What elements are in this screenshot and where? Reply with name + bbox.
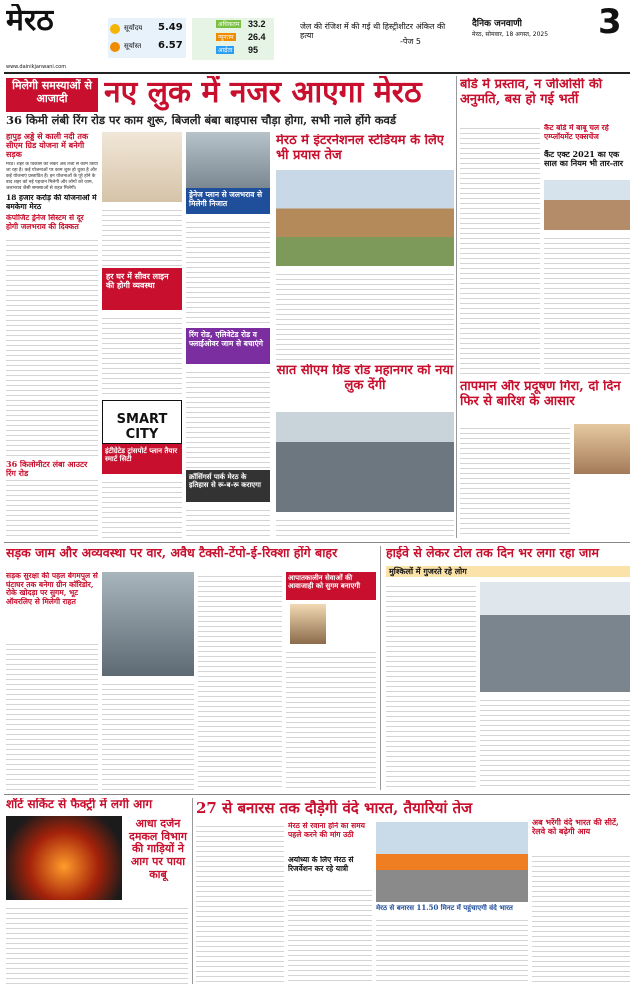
board-body <box>460 124 540 374</box>
weather-headline[interactable]: तापमान और प्रदूषण गिरा, दो दिन फिर से बारिश के आसार <box>460 380 621 409</box>
lead-side1: हापुड़ अड्डे से काली नदी तक सीएम ग्रिड योजना में बनेगी सड़क <box>6 132 89 160</box>
fb-heading: आपातकालीन सेवाओं की आवाजाही को सुगम बनाएगी <box>288 574 361 591</box>
board-photo <box>544 180 630 230</box>
fire-photo <box>6 816 122 900</box>
vande-body3 <box>376 916 528 984</box>
vande-sub2: अयोध्या के लिए मेरठ से रिजर्वेशन कर रहे यात्री <box>288 856 354 873</box>
lead-body3 <box>102 206 182 266</box>
lead-body2 <box>6 236 98 538</box>
lead-subhead: 36 किमी लंबी रिंग रोड पर काम शुरू, बिजली बंबा बाइपास चौड़ा होगा, सभी नाले होंगे कवर्ड <box>6 114 397 127</box>
column-divider <box>456 76 457 538</box>
crystal-box <box>186 470 270 502</box>
lead-side2: 18 हजार करोड़ की योजनाओं मे बमकेगा मेरठ <box>6 194 97 211</box>
lead-headline[interactable]: नए लुक में नजर आएगा मेरठ <box>104 76 422 110</box>
sunset-time: 6.57 <box>158 40 183 51</box>
fb-box <box>286 572 376 600</box>
drain-heading: ड्रेनेज प्लान से जलभराव से मिलेगी निजात <box>189 190 263 208</box>
column-divider-3 <box>192 798 193 984</box>
vande-sub1: मेरठ से रवाना होने का समय पहले करने की मांग उठी <box>288 822 366 839</box>
vande-headline[interactable]: 27 से बनारस तक दौड़ेगी वंदे भारत, तैयारियां तेज <box>196 800 473 817</box>
top-teaser[interactable]: जेल की रंजिश में की गई थी हिस्ट्रीशीटर अंकित की हत्या <box>300 22 446 41</box>
city-name: मेरठ <box>6 4 54 38</box>
min-temp: 26.4 <box>248 32 266 42</box>
vande-body2 <box>288 886 372 984</box>
grid-headline[interactable]: सात सीएम ग्रिड रोड महानगर को नया लुक देंगी <box>276 364 454 393</box>
toll-photo <box>480 582 630 692</box>
toll-sub: मुश्किलों में गुजरते रहे लोग <box>386 566 630 577</box>
vande-side: अब भरेंगी वंदे भारत की सीटें, रेलवे को बढ़ेगी आय <box>532 818 619 837</box>
crystal-body <box>186 506 270 538</box>
fire-headline[interactable]: शॉर्ट सर्किट से फैक्ट्री में लगी आग <box>6 798 153 811</box>
board-side-body <box>544 234 630 374</box>
dateline: मेरठ, सोमवार, 18 अगस्त, 2025 <box>472 31 549 38</box>
sun-box <box>108 18 186 58</box>
mid-rule <box>4 542 630 543</box>
lead-body5 <box>102 478 182 538</box>
max-temp: 33.2 <box>248 19 266 29</box>
website-url: www.dainikjanwani.com <box>6 64 67 70</box>
crystal-heading: क्रॉसिंगर्स पार्क मेरठ के इतिहास से रू-ब-रू कराएगा <box>189 473 261 490</box>
drain-body <box>186 218 270 324</box>
sunrise-time: 5.49 <box>158 22 183 33</box>
max-temp-label: अधिकतम <box>218 21 240 28</box>
jam-body3 <box>198 572 282 790</box>
weather-body <box>460 424 570 538</box>
sewer-heading: हर घर में सीवर लाइन की होगी व्यवस्था <box>106 272 169 291</box>
smart-city-subtext: इंटीग्रेटेड ट्रांसपोर्ट प्लान तैयार स्मार्ट सिटी <box>105 447 178 464</box>
humidity: 95 <box>248 45 259 55</box>
sunrise-label: सूर्योदय <box>124 24 143 32</box>
drain-box <box>186 188 270 214</box>
lead-kicker: मिलेगी समस्याओं से आजादी <box>6 78 98 112</box>
ring-road-body <box>186 368 270 468</box>
paper-name: दैनिक जनवाणी <box>472 19 522 29</box>
jam-body <box>6 640 98 790</box>
weather-photo <box>574 424 630 474</box>
train-photo <box>376 822 528 902</box>
ring-road-box <box>186 328 270 364</box>
stadium-photo <box>276 170 454 266</box>
sunset-label: सूर्यास्त <box>124 42 142 50</box>
min-temp-label: न्यूनतम <box>218 34 234 41</box>
masthead-rule <box>4 72 630 74</box>
fb-photo <box>290 604 326 644</box>
page-number: 3 <box>598 2 622 42</box>
bottom-rule <box>4 794 630 795</box>
grid-body <box>276 516 454 538</box>
toll-headline[interactable]: हाईवे से लेकर टोल तक दिन भर लगा रहा जाम <box>386 546 599 560</box>
train-caption: मेरठ से बनारस 11.50 मिनट में पहुंचाएगी वंदे भारत <box>376 904 513 912</box>
smart-city-logo <box>102 400 182 444</box>
lead-side3: कंपोजिट ड्रेनेज सिस्टम से दूर होगी जलभराव की दिक्कत <box>6 214 84 231</box>
jam-headline[interactable]: सड़क जाम और अव्यवस्था पर वार, अवैध टैक्सी-टेंपो-ई-रिक्शा होंगे बाहर <box>6 546 338 560</box>
moon-icon <box>110 42 120 52</box>
stadium-headline[interactable]: मेरठ में इंटरनेशनल स्टेडियम के लिए भी प्रयास तेज <box>276 134 444 163</box>
fb-body <box>286 648 376 790</box>
smart-city-text: SMART CITY <box>116 412 168 442</box>
board-side2: कैंट एक्ट 2021 का एक साल का नियम भी तार-तार <box>544 150 624 169</box>
jam-body2 <box>102 680 194 790</box>
official-photo <box>102 132 182 202</box>
vande-side-body <box>532 852 630 984</box>
top-teaser-page: -पेज 5 <box>400 37 421 46</box>
humidity-label: आर्द्रता <box>218 47 233 54</box>
drain-photo <box>186 132 270 188</box>
lead-body4 <box>102 314 182 396</box>
column-divider-2 <box>380 546 381 790</box>
jam-side: सड़क सुरक्षा की पहल बेगमपुल से घंटाघर तक बनेगा ग्रीन कॉरिडोर, रोके खोदड़ा पर सुगम, भूट ऑवरलिए से मिलेगी राहत <box>6 572 98 606</box>
toll-body <box>386 582 476 790</box>
grid-photo <box>276 412 454 512</box>
board-side: कैंट बोर्ड में बाबू चल रहे एम्प्लॉयमेंट एक्सचेंज <box>544 124 609 141</box>
weather-box <box>192 18 274 60</box>
stadium-body <box>276 270 454 360</box>
board-headline[interactable]: बोर्ड में प्रस्ताव, न जीओसी की अनुमति, बस हो गई भर्ती <box>460 78 603 107</box>
smart-city-sub <box>102 444 182 474</box>
jam-photo <box>102 572 194 676</box>
ring-road-head: 36 किलोमीटर लंबा आउटर रिंग रोड <box>6 460 98 478</box>
sun-icon <box>110 24 120 34</box>
fire-quote: आधा दर्जन दमकल विभाग की गाड़ियों ने आग पर पाया काबू <box>129 818 187 881</box>
toll-body2 <box>480 696 630 790</box>
fire-body <box>6 904 188 984</box>
vande-body <box>196 822 284 984</box>
sewer-box <box>102 268 182 310</box>
lead-body1: मेरठ। शहर के विकास को लेकर अब तेजी से काम किया जा रहा है। कई योजनाओं पर काम शुरू हो चुका है और कई योजनाएं प्रस्तावित हैं। इन योजनाओं के पूरे होने के बाद शहर को नई पहचान मिलेगी और लोगों को जाम, जलभराव जैसी समस्याओं से राहत मिलेगी। <box>6 162 98 190</box>
ring-road-heading: रिंग रोड, एलिवेटेड रोड व फ्लाईओवर जाम से बचाएंगे <box>189 330 263 348</box>
